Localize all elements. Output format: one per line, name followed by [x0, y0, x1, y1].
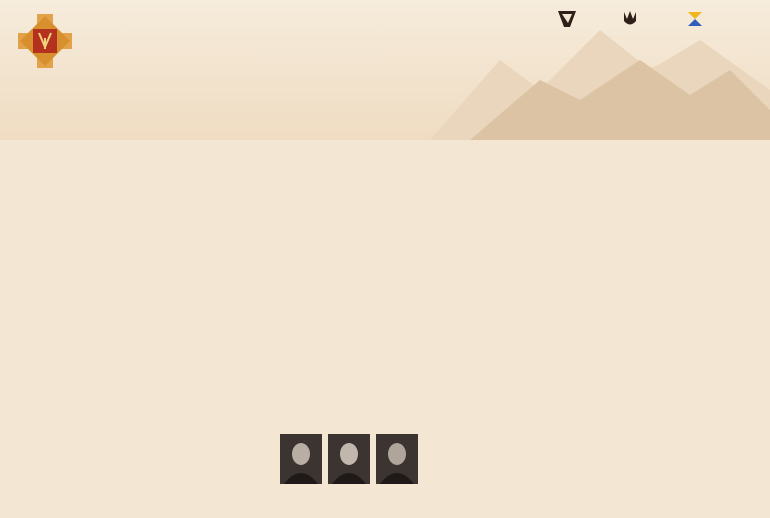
header-forest	[0, 70, 770, 140]
cdvr-logo-icon	[558, 9, 576, 29]
portrait-silhouette	[376, 434, 418, 484]
partner-logo-cdvr	[558, 6, 618, 32]
portrait-photo	[280, 434, 322, 484]
portrait-photo	[328, 434, 370, 484]
group-photo	[292, 312, 460, 427]
portrait-photo	[376, 434, 418, 484]
ucmc-logo-icon	[688, 12, 702, 26]
portrait-silhouette	[328, 434, 370, 484]
partner-logo-uinp	[622, 6, 686, 32]
partner-logo-ucmc	[688, 6, 706, 32]
portrait-silhouette	[280, 434, 322, 484]
trident-icon	[622, 9, 638, 29]
upa-cross-emblem	[14, 10, 76, 72]
